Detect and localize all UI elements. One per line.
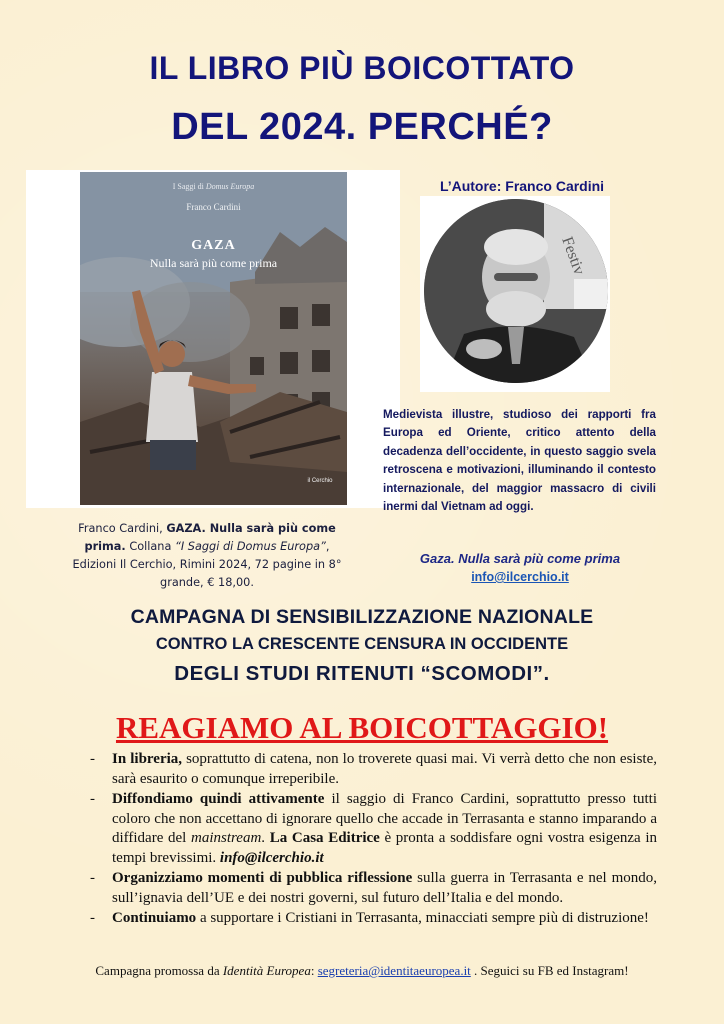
call-to-action-heading: REAGIAMO AL BOICOTTAGGIO! [115,710,609,745]
cover-series: I Saggi di Domus Europa [172,182,255,191]
list-email[interactable]: info@ilcerchio.it [219,849,324,866]
list-item: - Continuiamo a supportare i Cristiani in Terrasanta, minacciati sempre più di distruzione! [87,909,657,929]
book-title-repeat: Gaza. Nulla sarà più come prima [419,551,621,566]
headline-line-1: IL LIBRO PIÙ BOICOTTATO [149,50,575,86]
caption-collana-name: “I Saggi di Domus Europa” [175,540,326,553]
caption-collana: Collana [129,540,175,553]
campaign-line-3: DEGLI STUDI RITENUTI “SCOMODI”. [174,662,550,685]
author-photo [424,199,608,383]
list-item: - Organizziamo momenti di pubblica riflessione sulla guerra in Terrasanta e nel mondo, sull’ignavia dell’UE e dei nostri governi, sul futuro dell’Italia e del mondo. [90,870,657,906]
caption-book-title: GAZA. Nulla sarà più come prima. [84,522,336,553]
list-item: - Diffondiamo quindi attivamente il saggio di Franco Cardini, soprattutto presso tutti coloro che non accettano di ignorare quello che accade in Terrasanta e stanno imparando a diffidare del mainstream. La Casa Editrice è pronta a soddisfare ogni vostra esigenza in tempi brevissimi. info@ilcerchio.it [90,791,657,866]
campaign-line-1: CAMPAGNA DI SENSIBILIZZAZIONE NAZIONALE [130,606,594,628]
list-item: - In libreria, soprattutto di catena, non lo troverete quasi mai. Vi verrà detto che non esiste, sarà esaurito o comunque irreperibile. [90,751,657,787]
footer-org: Identità Europea [222,963,311,978]
dash-bullet: - [90,870,95,886]
headline-line-2: DEL 2024. PERCHÉ? [171,106,553,148]
caption-author: Franco Cardini, [78,522,167,535]
action-list [87,750,657,930]
dash-bullet: - [90,791,95,807]
cover-publisher-logo: il Cerchio [307,478,333,484]
footer: Campagna promossa da Identità Europea: segreteria@identitaeuropea.it . Seguici su FB ed Instagram! [95,963,629,978]
cover-author: Franco Cardini [186,202,241,212]
cover-title: GAZA [191,238,236,253]
cover-photo-illustration [80,172,347,505]
book-cover [80,172,347,505]
svg-text:Festiv: Festiv [558,234,588,278]
dash-bullet: - [90,751,95,767]
footer-email-link[interactable]: segreteria@identitaeuropea.it [317,963,471,978]
book-caption [65,520,349,592]
dash-bullet: - [90,910,95,926]
author-heading: L’Autore: Franco Cardini [439,178,605,194]
cover-subtitle: Nulla sarà più come prima [149,256,278,270]
caption-details: , Edizioni Il Cerchio, Rimini 2024, 72 pagine in 8° grande, € 18,00. [72,540,342,589]
publisher-email-link[interactable]: info@ilcerchio.it [471,570,569,584]
author-bio: Medievista illustre, studioso dei rapporti fra Europa ed Oriente, critico attento della decadenza dell’occidente, in questo saggio svela retroscena e motivazioni, illuminando il contesto internazionale, del maggior massacro di civili inermi dal Vietnam ad oggi. [383,408,656,514]
author-portrait-illustration [424,199,608,383]
campaign-line-2: CONTRO LA CRESCENTE CENSURA IN OCCIDENTE [155,635,569,653]
